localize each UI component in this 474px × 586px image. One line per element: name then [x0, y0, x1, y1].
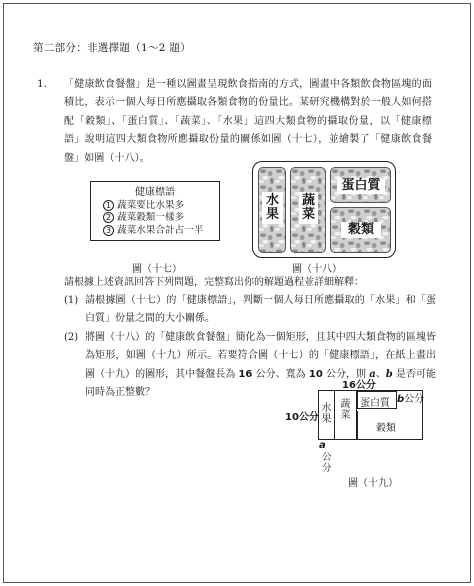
vegetable-cell-label: 蔬菜 [340, 399, 351, 421]
section-title: 第二部分：非選擇題（1～2 題） [33, 42, 191, 54]
vegetable-tile [290, 167, 326, 253]
instruction-text: 請根據上述資訊回答下列問題，完整寫出你的解題過程並詳細解釋： [64, 277, 364, 288]
health-slogan-box [90, 181, 220, 241]
width-dimension-label: 10公分 [285, 412, 319, 423]
var-a-letter: a [319, 440, 326, 451]
slogan-item [103, 212, 219, 224]
circled-number: 1 [103, 200, 114, 211]
grain-tile [330, 207, 391, 253]
vegetable-label: 蔬菜 [299, 192, 318, 224]
sub-question-1 [64, 292, 436, 329]
question-number: 1. [37, 78, 48, 90]
circled-number: 2 [103, 212, 114, 223]
circled-number: 3 [103, 225, 114, 236]
var-a-label [319, 440, 326, 451]
sub2-text-b: 公分、寬為 [252, 368, 309, 380]
grain-cell [357, 411, 422, 439]
figure18-caption: 圖（十八） [292, 264, 342, 275]
variable-b: b [385, 368, 393, 380]
fruit-label: 水果 [262, 192, 283, 224]
grain-cell-label: 穀類 [376, 423, 396, 434]
sub-question-1-text: 請根據圖（十七）的「健康標語」，判斷一個人每日所應攝取的「水果」和「蛋白質」份量之間的大小關係。 [85, 295, 436, 325]
var-b-unit: 公分 [404, 394, 425, 405]
variable-a: a [369, 368, 376, 380]
var-b-label [397, 390, 424, 405]
fruit-cell [319, 391, 335, 439]
figure19-caption: 圖（十九） [348, 478, 398, 489]
protein-tile [330, 167, 391, 203]
grain-label: 穀類 [341, 222, 381, 238]
slogan-item [103, 225, 219, 237]
sub2-separator: 、 [375, 368, 386, 380]
question-paragraph: 「健康飲食餐盤」是一種以圖畫呈現飲食指南的方式，圖畫中各類飲食物區塊的面積比，表示一個人每日所應攝取各類食物的份量比。某研究機構對於一般人如何搭配「穀類」、「蛋白質」、「蔬菜」、「水果」這四大類食物的攝取份量，以「健康標語」說明這四大類食物所應攝取份量的關係如圖（十七），並繪製了「健康飲食餐盤」如圖（十八）。 [64, 79, 432, 164]
slogan-text: 蔬菜穀類一樣多 [117, 212, 185, 224]
sub2-text-c: 公分，則 [322, 368, 370, 380]
var-a-unit: 公分 [322, 452, 332, 474]
plate-length-value: 16 [238, 368, 253, 380]
length-dimension-label: 16公分 [342, 380, 376, 391]
sub2-text-d: 是否可能同時為正整數？ [85, 368, 437, 399]
var-b-letter: b [397, 394, 405, 405]
fruit-cell-label: 水果 [321, 403, 332, 425]
slogan-text: 蔬菜要比水果多 [117, 200, 185, 211]
protein-cell [357, 391, 397, 409]
sub-question-2-label: (2) [64, 332, 79, 343]
figure17-caption: 圖（十七） [132, 264, 182, 275]
protein-cell-label: 蛋白質 [360, 398, 390, 409]
vegetable-cell [335, 391, 357, 439]
health-slogan-title: 健康標語 [135, 187, 175, 198]
sub-question-1-label: (1) [64, 295, 79, 306]
slogan-item [103, 200, 219, 212]
fruit-tile [258, 167, 286, 253]
protein-label: 蛋白質 [337, 178, 385, 194]
plate-width-value: 10 [308, 368, 323, 380]
slogan-text: 蔬菜水果合計占一半 [117, 224, 204, 236]
sub2-text-a: 將圖（十八）的「健康飲食餐盤」簡化為一個矩形，且其中四大類食物的區塊皆為矩形，如圖（十九）所示。若要符合圖（十七）的「健康標語」，在紙上畫出圖（十九）的圖形，其中餐盤長為 [85, 332, 436, 380]
healthy-plate-figure [252, 161, 396, 258]
